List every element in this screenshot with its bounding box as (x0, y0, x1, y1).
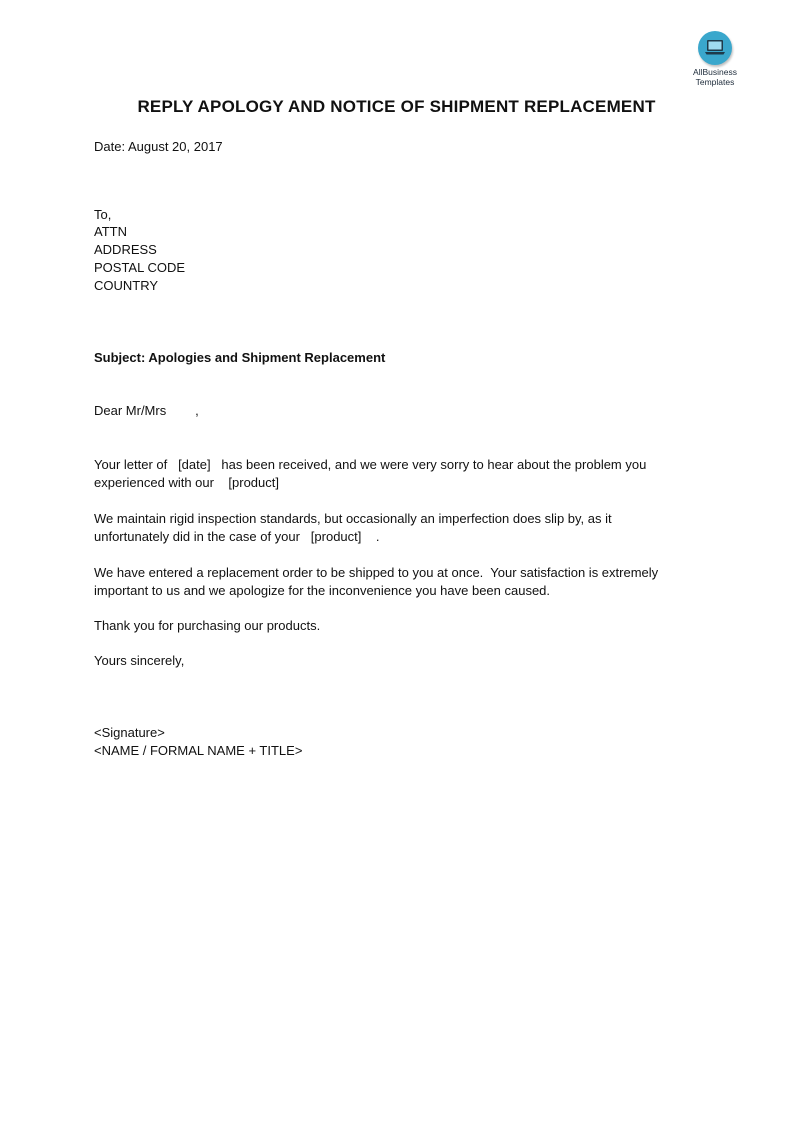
name-title-placeholder: <NAME / FORMAL NAME + TITLE> (94, 743, 303, 758)
paragraph-2-line-1: We maintain rigid inspection standards, but occasionally an imperfection does slip by, as it (94, 511, 612, 526)
address-postal-code: POSTAL CODE (94, 260, 186, 275)
logo-text (684, 67, 746, 87)
allbusiness-logo (684, 31, 746, 87)
paragraph-3-line-2: important to us and we apologize for the inconvenience you have been caused. (94, 583, 551, 598)
paragraph-1-line-2: experienced with our [product] (94, 475, 279, 490)
paragraph-3-line-1: We have entered a replacement order to be shipped to you at once. Your satisfaction is extremely (94, 565, 659, 580)
address-country: COUNTRY (94, 278, 159, 293)
address-to: To, (94, 207, 112, 222)
salutation: Dear Mr/Mrs , (94, 403, 199, 418)
paragraph-2-line-2: unfortunately did in the case of your [product] . (94, 529, 380, 544)
date-line: Date: August 20, 2017 (94, 139, 223, 154)
page-title: REPLY APOLOGY AND NOTICE OF SHIPMENT REPLACEMENT (137, 97, 656, 116)
paragraph-1-line-1: Your letter of [date] has been received, and we were very sorry to hear about the problem you (94, 457, 647, 472)
paragraph-4: Thank you for purchasing our products. (94, 618, 321, 633)
address-line: ADDRESS (94, 242, 157, 257)
logo-line-1: AllBusiness (693, 67, 737, 77)
address-attn: ATTN (94, 224, 127, 239)
closing: Yours sincerely, (94, 653, 185, 668)
logo-badge (698, 31, 732, 65)
laptop-icon (704, 39, 726, 57)
subject-line: Subject: Apologies and Shipment Replacement (94, 350, 386, 365)
signature-placeholder: <Signature> (94, 725, 165, 740)
logo-line-2: Templates (695, 77, 735, 87)
